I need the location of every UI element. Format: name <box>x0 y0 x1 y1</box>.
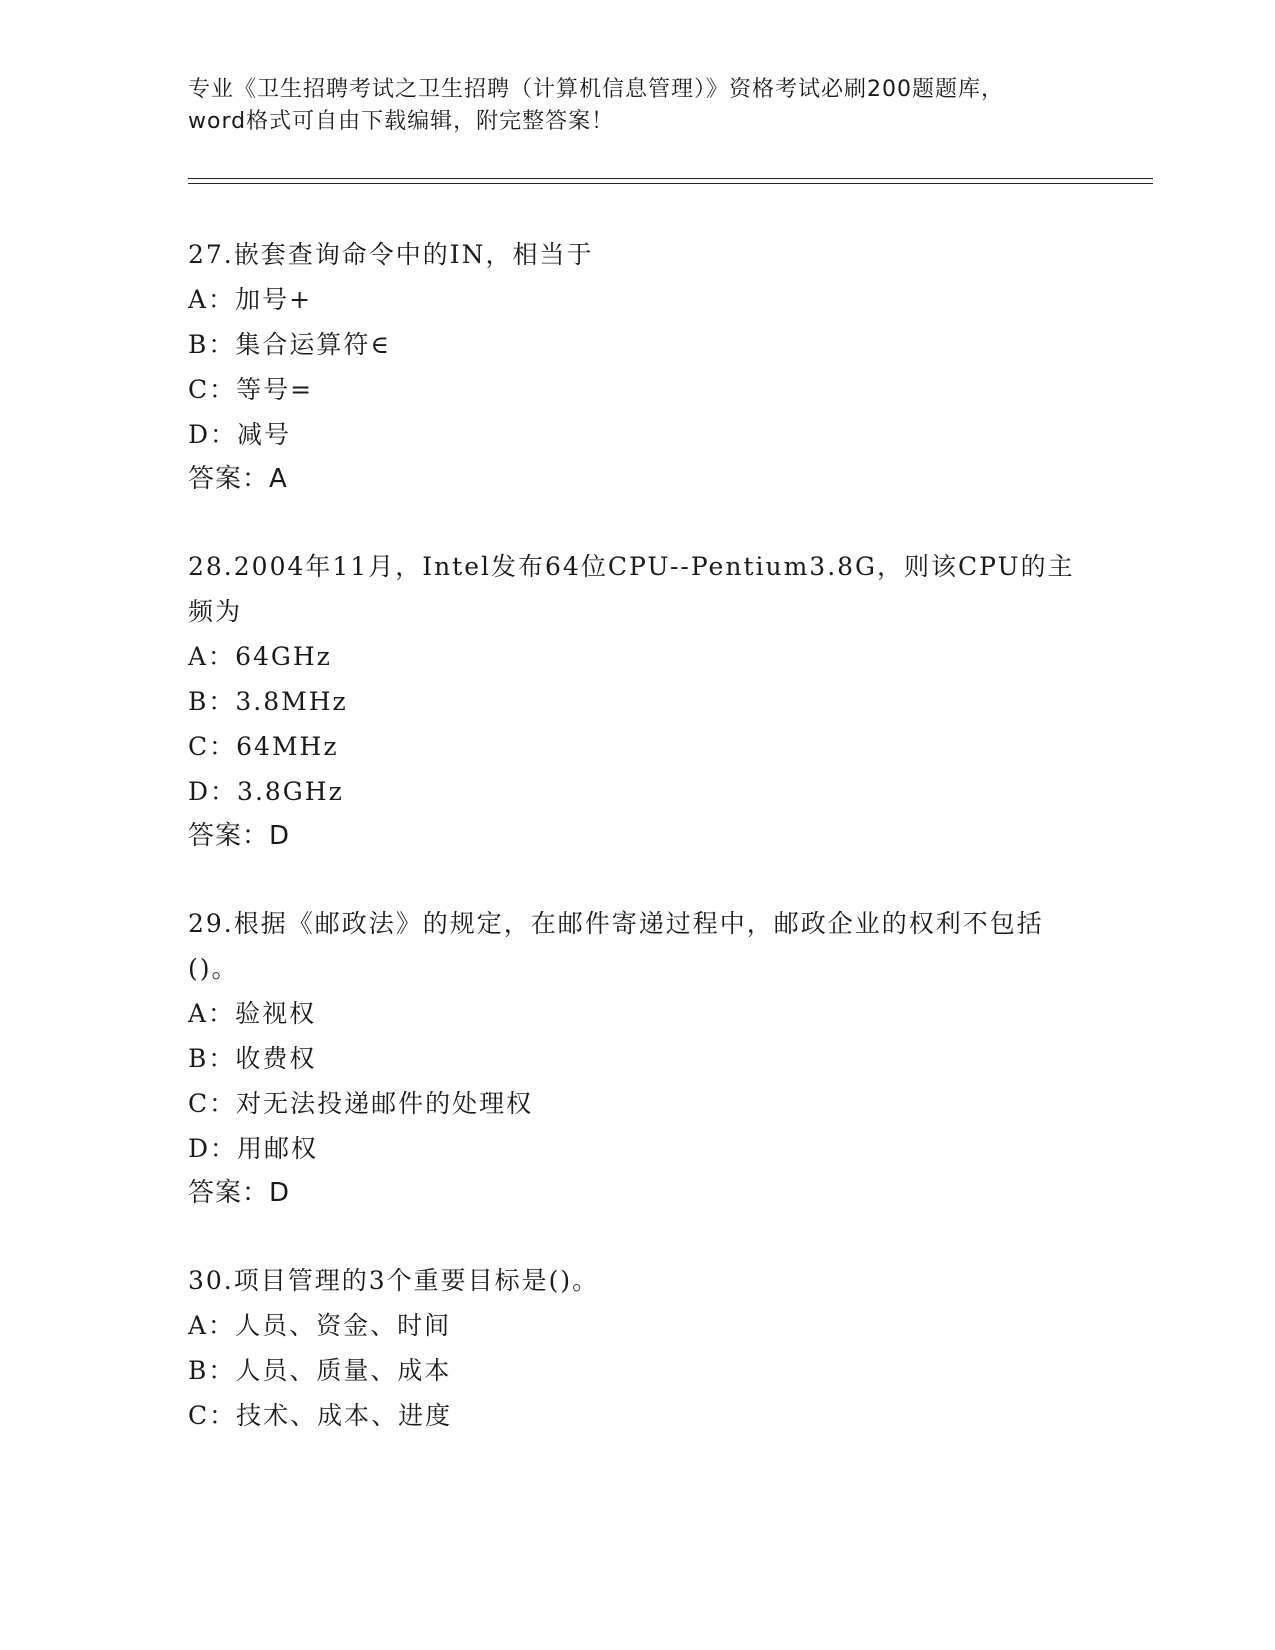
option-text: 验视权 <box>235 999 317 1028</box>
option-text: 3.8MHz <box>235 687 348 716</box>
question-title: 29.根据《邮政法》的规定，在邮件寄递过程中，邮政企业的权利不包括()。 <box>188 909 1044 983</box>
question-27 <box>188 232 1088 502</box>
option-c <box>188 724 1088 769</box>
option-key: A： <box>188 999 236 1028</box>
option-d <box>188 412 1088 457</box>
option-text: 加号+ <box>235 285 313 314</box>
option-c <box>188 367 1088 412</box>
option-text: 用邮权 <box>237 1134 319 1163</box>
option-d <box>188 769 1088 814</box>
option-b <box>188 679 1088 724</box>
option-text: 收费权 <box>235 1044 317 1073</box>
option-text: 减号 <box>237 420 292 449</box>
answer-line: 答案：D <box>188 1178 291 1208</box>
option-text: 64GHz <box>235 642 332 671</box>
option-d <box>188 1126 1088 1171</box>
option-key: A： <box>188 285 236 314</box>
option-text: 人员、质量、成本 <box>235 1356 452 1385</box>
option-text: 技术、成本、进度 <box>236 1401 453 1430</box>
question-title: 30.项目管理的3个重要目标是()。 <box>188 1266 600 1295</box>
document-header <box>188 74 1088 138</box>
question-list <box>188 232 1088 1480</box>
header-divider-top <box>188 178 1153 179</box>
option-text: 对无法投递邮件的处理权 <box>236 1089 534 1118</box>
option-c <box>188 1393 1088 1438</box>
header-line-1: 专业《卫生招聘考试之卫生招聘（计算机信息管理）》资格考试必刷200题题库， <box>188 77 1004 102</box>
option-key: A： <box>188 642 236 671</box>
question-title: 28.2004年11月，Intel发布64位CPU--Pentium3.8G，则该CPU的主频为 <box>188 552 1075 626</box>
option-a <box>188 991 1088 1036</box>
option-key: B： <box>188 330 236 359</box>
header-line-2: word格式可自由下载编辑，附完整答案！ <box>188 109 615 134</box>
header-divider-bottom <box>188 183 1153 184</box>
option-text: 集合运算符∈ <box>235 330 391 359</box>
option-key: B： <box>188 1356 236 1385</box>
option-key: D： <box>188 420 238 449</box>
option-b <box>188 322 1088 367</box>
question-30 <box>188 1258 1088 1438</box>
answer-line: 答案：D <box>188 821 291 851</box>
option-a <box>188 277 1088 322</box>
question-28 <box>188 544 1088 859</box>
option-c <box>188 1081 1088 1126</box>
option-text: 等号= <box>236 375 314 404</box>
option-text: 人员、资金、时间 <box>235 1311 452 1340</box>
option-key: C： <box>188 375 237 404</box>
option-b <box>188 1348 1088 1393</box>
option-key: C： <box>188 1089 237 1118</box>
answer-line: 答案：A <box>188 464 288 494</box>
option-key: D： <box>188 777 238 806</box>
option-key: A： <box>188 1311 236 1340</box>
option-key: B： <box>188 1044 236 1073</box>
option-text: 3.8GHz <box>237 777 344 806</box>
option-key: C： <box>188 1401 237 1430</box>
option-key: D： <box>188 1134 238 1163</box>
option-b <box>188 1036 1088 1081</box>
option-a <box>188 1303 1088 1348</box>
question-29 <box>188 901 1088 1216</box>
option-key: B： <box>188 687 236 716</box>
option-text: 64MHz <box>236 732 339 761</box>
question-title: 27.嵌套查询命令中的IN，相当于 <box>188 240 594 269</box>
option-key: C： <box>188 732 237 761</box>
option-a <box>188 634 1088 679</box>
